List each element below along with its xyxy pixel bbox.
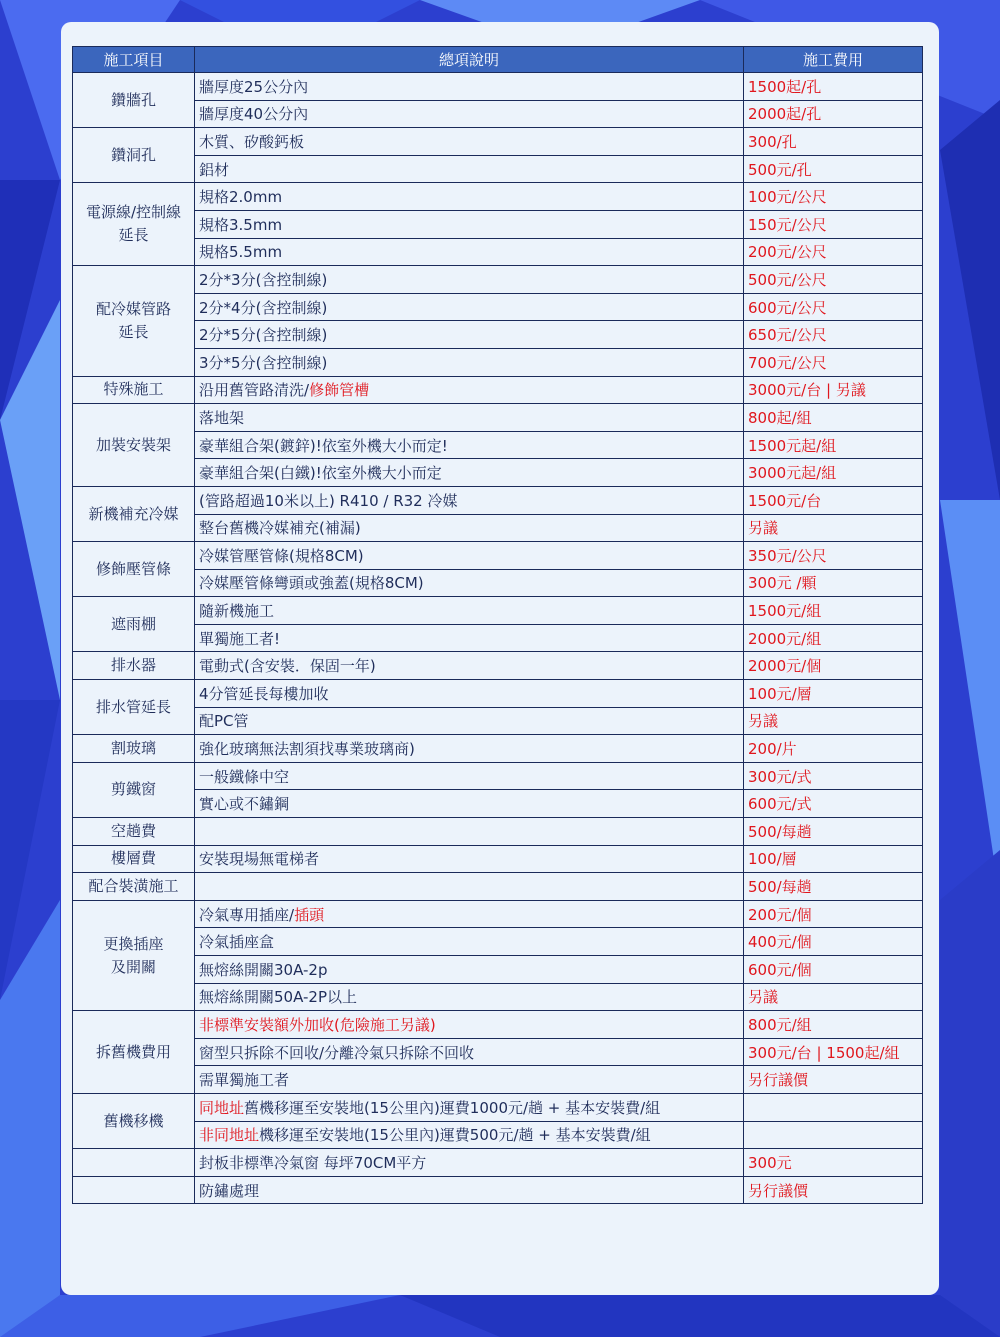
table-header-row (73, 47, 923, 73)
table-row (73, 542, 923, 570)
item-description (195, 128, 744, 156)
item-description (195, 100, 744, 128)
item-price: 300元/式 (744, 762, 923, 790)
item-description (195, 486, 744, 514)
table-row (73, 1093, 923, 1121)
item-price: 500元/孔 (744, 155, 923, 183)
table-row (73, 128, 923, 156)
item-description (195, 266, 744, 294)
item-description (195, 1149, 744, 1177)
item-category (73, 1149, 195, 1177)
item-price: 150元/公尺 (744, 210, 923, 238)
table-row (73, 707, 923, 735)
description-text: 牆厚度25公分內 (199, 77, 309, 96)
table-row (73, 321, 923, 349)
description-text: 2分*5分(含控制線) (199, 326, 328, 345)
item-price: 100元/層 (744, 680, 923, 708)
table-row (73, 790, 923, 818)
table-row (73, 1011, 923, 1039)
item-price: 600元/式 (744, 790, 923, 818)
description-highlight: 同地址 (199, 1098, 245, 1117)
table-row (73, 155, 923, 183)
item-description (195, 1011, 744, 1039)
header-price: 施工費用 (744, 47, 923, 73)
item-description (195, 155, 744, 183)
item-category: 配合裝潢施工 (73, 873, 195, 901)
table-row (73, 845, 923, 873)
item-price: 400元/個 (744, 928, 923, 956)
item-category: 鑽洞孔 (73, 128, 195, 183)
item-price: 3000元/台 | 另議 (744, 376, 923, 404)
description-text: 隨新機施工 (199, 602, 275, 621)
item-description (195, 1121, 744, 1149)
item-description (195, 376, 744, 404)
item-price: 另議 (744, 983, 923, 1011)
header-item: 施工項目 (73, 47, 195, 73)
item-description (195, 514, 744, 542)
item-category: 舊機移機 (73, 1093, 195, 1148)
item-price (744, 1121, 923, 1149)
table-row (73, 486, 923, 514)
description-highlight: 非同地址 (199, 1126, 260, 1145)
table-row (73, 514, 923, 542)
description-text: 無熔絲開關50A-2P以上 (199, 988, 358, 1007)
description-text: 整台舊機冷媒補充(補漏) (199, 519, 361, 538)
table-row (73, 735, 923, 763)
item-price: 800元/組 (744, 1011, 923, 1039)
item-price: 600元/個 (744, 956, 923, 984)
item-description (195, 1038, 744, 1066)
description-text: 豪華組合架(鍍鋅)!依室外機大小而定! (199, 436, 448, 455)
item-category: 電源線/控制線 延長 (73, 183, 195, 266)
item-price: 另行議價 (744, 1176, 923, 1204)
item-price: 100/層 (744, 845, 923, 873)
item-description (195, 238, 744, 266)
table-row (73, 348, 923, 376)
description-text: 規格2.0mm (199, 188, 283, 207)
description-text: 豪華組合架(白鐵)!依室外機大小而定 (199, 464, 442, 483)
description-text: 規格3.5mm (199, 215, 283, 234)
description-text: 配PC管 (199, 712, 249, 731)
description-text: 冷媒管壓管條(規格8CM) (199, 546, 364, 565)
price-table (72, 46, 923, 1204)
item-category: 割玻璃 (73, 735, 195, 763)
item-price: 1500元起/組 (744, 431, 923, 459)
item-category: 加裝安裝架 (73, 404, 195, 487)
item-description (195, 1066, 744, 1094)
item-price: 700元/公尺 (744, 348, 923, 376)
description-text: 舊機移運至安裝地(15公里內)運費1000元/趟 + 基本安裝費/組 (244, 1098, 661, 1117)
item-price: 2000元/個 (744, 652, 923, 680)
item-price: 600元/公尺 (744, 293, 923, 321)
table-row (73, 597, 923, 625)
item-price (744, 1093, 923, 1121)
table-row (73, 569, 923, 597)
description-highlight: 修飾管槽 (309, 381, 370, 400)
item-category: 樓層費 (73, 845, 195, 873)
table-row (73, 652, 923, 680)
item-description (195, 735, 744, 763)
description-text: 規格5.5mm (199, 243, 283, 262)
table-row (73, 293, 923, 321)
item-category: 遮雨棚 (73, 597, 195, 652)
description-text: 安裝現場無電梯者 (199, 850, 320, 869)
table-row (73, 404, 923, 432)
item-category: 配冷媒管路 延長 (73, 266, 195, 376)
table-row (73, 100, 923, 128)
item-description (195, 183, 744, 211)
item-price: 另議 (744, 707, 923, 735)
item-price: 200元/個 (744, 900, 923, 928)
description-highlight: 插頭 (294, 905, 325, 924)
item-description (195, 321, 744, 349)
description-text: 機移運至安裝地(15公里內)運費500元/趟 + 基本安裝費/組 (259, 1126, 651, 1145)
description-text: 一般鐵條中空 (199, 767, 290, 786)
item-category: 剪鐵窗 (73, 762, 195, 817)
description-text: 木質、矽酸鈣板 (199, 132, 305, 151)
item-price: 100元/公尺 (744, 183, 923, 211)
description-text: 窗型只拆除不回收/分離冷氣只拆除不回收 (199, 1043, 475, 1062)
item-description (195, 928, 744, 956)
item-price: 2000元/組 (744, 624, 923, 652)
item-description (195, 818, 744, 846)
item-description (195, 293, 744, 321)
description-text: 落地架 (199, 408, 245, 427)
item-category: 拆舊機費用 (73, 1011, 195, 1094)
item-description (195, 542, 744, 570)
item-price: 300元/台 | 1500起/組 (744, 1038, 923, 1066)
item-description (195, 404, 744, 432)
table-row (73, 900, 923, 928)
description-text: 需單獨施工者 (199, 1071, 290, 1090)
table-row (73, 762, 923, 790)
description-text: 牆厚度40公分內 (199, 105, 309, 124)
item-price: 350元/公尺 (744, 542, 923, 570)
item-price: 1500起/孔 (744, 73, 923, 101)
description-text: 強化玻璃無法割須找專業玻璃商) (199, 740, 415, 759)
description-text: 冷氣專用插座/ (199, 905, 295, 924)
table-row (73, 210, 923, 238)
description-text: 鋁材 (199, 160, 230, 179)
item-description (195, 597, 744, 625)
table-row (73, 238, 923, 266)
item-price: 800起/組 (744, 404, 923, 432)
table-row (73, 376, 923, 404)
item-price: 另議 (744, 514, 923, 542)
item-category: 排水管延長 (73, 680, 195, 735)
item-description (195, 348, 744, 376)
item-category: 修飾壓管條 (73, 542, 195, 597)
table-row (73, 183, 923, 211)
item-description (195, 900, 744, 928)
item-description (195, 459, 744, 487)
item-description (195, 73, 744, 101)
table-row (73, 680, 923, 708)
table-row (73, 431, 923, 459)
table-row (73, 1149, 923, 1177)
description-text: 防鏽處理 (199, 1181, 260, 1200)
item-price: 300/孔 (744, 128, 923, 156)
item-description (195, 1176, 744, 1204)
item-price: 3000元起/組 (744, 459, 923, 487)
description-text: 電動式(含安裝．保固一年) (199, 657, 376, 676)
description-text: 冷媒壓管條彎頭或強蓋(規格8CM) (199, 574, 424, 593)
table-row (73, 459, 923, 487)
table-row (73, 928, 923, 956)
table-row (73, 266, 923, 294)
item-description (195, 845, 744, 873)
item-price: 200/片 (744, 735, 923, 763)
item-category: 鑽牆孔 (73, 73, 195, 128)
description-text: 無熔絲開關30A-2p (199, 960, 328, 979)
header-description: 總項說明 (195, 47, 744, 73)
table-row (73, 983, 923, 1011)
item-category: 空趟費 (73, 818, 195, 846)
description-text: 封板非標準冷氣窗 每坪70CM平方 (199, 1153, 427, 1172)
item-description (195, 569, 744, 597)
item-description (195, 652, 744, 680)
table-body (73, 73, 923, 1204)
item-category: 特殊施工 (73, 376, 195, 404)
description-text: 單獨施工者! (199, 629, 281, 648)
table-row (73, 1176, 923, 1204)
table-row (73, 1121, 923, 1149)
item-description (195, 956, 744, 984)
table-row (73, 873, 923, 901)
table-row (73, 1038, 923, 1066)
item-category: 更換插座 及開關 (73, 900, 195, 1010)
item-price: 1500元/組 (744, 597, 923, 625)
item-price: 650元/公尺 (744, 321, 923, 349)
table-row (73, 956, 923, 984)
item-description (195, 431, 744, 459)
item-price: 另行議價 (744, 1066, 923, 1094)
item-description (195, 873, 744, 901)
description-text: 冷氣插座盒 (199, 933, 275, 952)
item-price: 1500元/台 (744, 486, 923, 514)
item-price: 300元 (744, 1149, 923, 1177)
description-text: 沿用舊管路清洗/ (199, 381, 310, 400)
table-row (73, 73, 923, 101)
description-text: 實心或不鏽鋼 (199, 795, 290, 814)
item-description (195, 707, 744, 735)
description-text: 4分管延長每樓加收 (199, 684, 329, 703)
description-text: 3分*5分(含控制線) (199, 353, 328, 372)
table-row (73, 624, 923, 652)
item-category (73, 1176, 195, 1204)
item-description (195, 210, 744, 238)
item-description (195, 762, 744, 790)
item-price: 300元 /顆 (744, 569, 923, 597)
description-highlight: 非標準安裝額外加收(危險施工另議) (199, 1015, 436, 1034)
item-description (195, 983, 744, 1011)
item-price: 2000起/孔 (744, 100, 923, 128)
table-row (73, 818, 923, 846)
item-price: 200元/公尺 (744, 238, 923, 266)
item-price: 500/每趟 (744, 818, 923, 846)
description-text: 2分*3分(含控制線) (199, 270, 328, 289)
item-price: 500元/公尺 (744, 266, 923, 294)
table-row (73, 1066, 923, 1094)
item-category: 新機補充冷媒 (73, 486, 195, 541)
item-description (195, 624, 744, 652)
item-category: 排水器 (73, 652, 195, 680)
description-text: (管路超過10米以上) R410 / R32 冷媒 (199, 491, 458, 510)
item-description (195, 1093, 744, 1121)
item-description (195, 790, 744, 818)
description-text: 2分*4分(含控制線) (199, 298, 328, 317)
item-description (195, 680, 744, 708)
item-price: 500/每趟 (744, 873, 923, 901)
